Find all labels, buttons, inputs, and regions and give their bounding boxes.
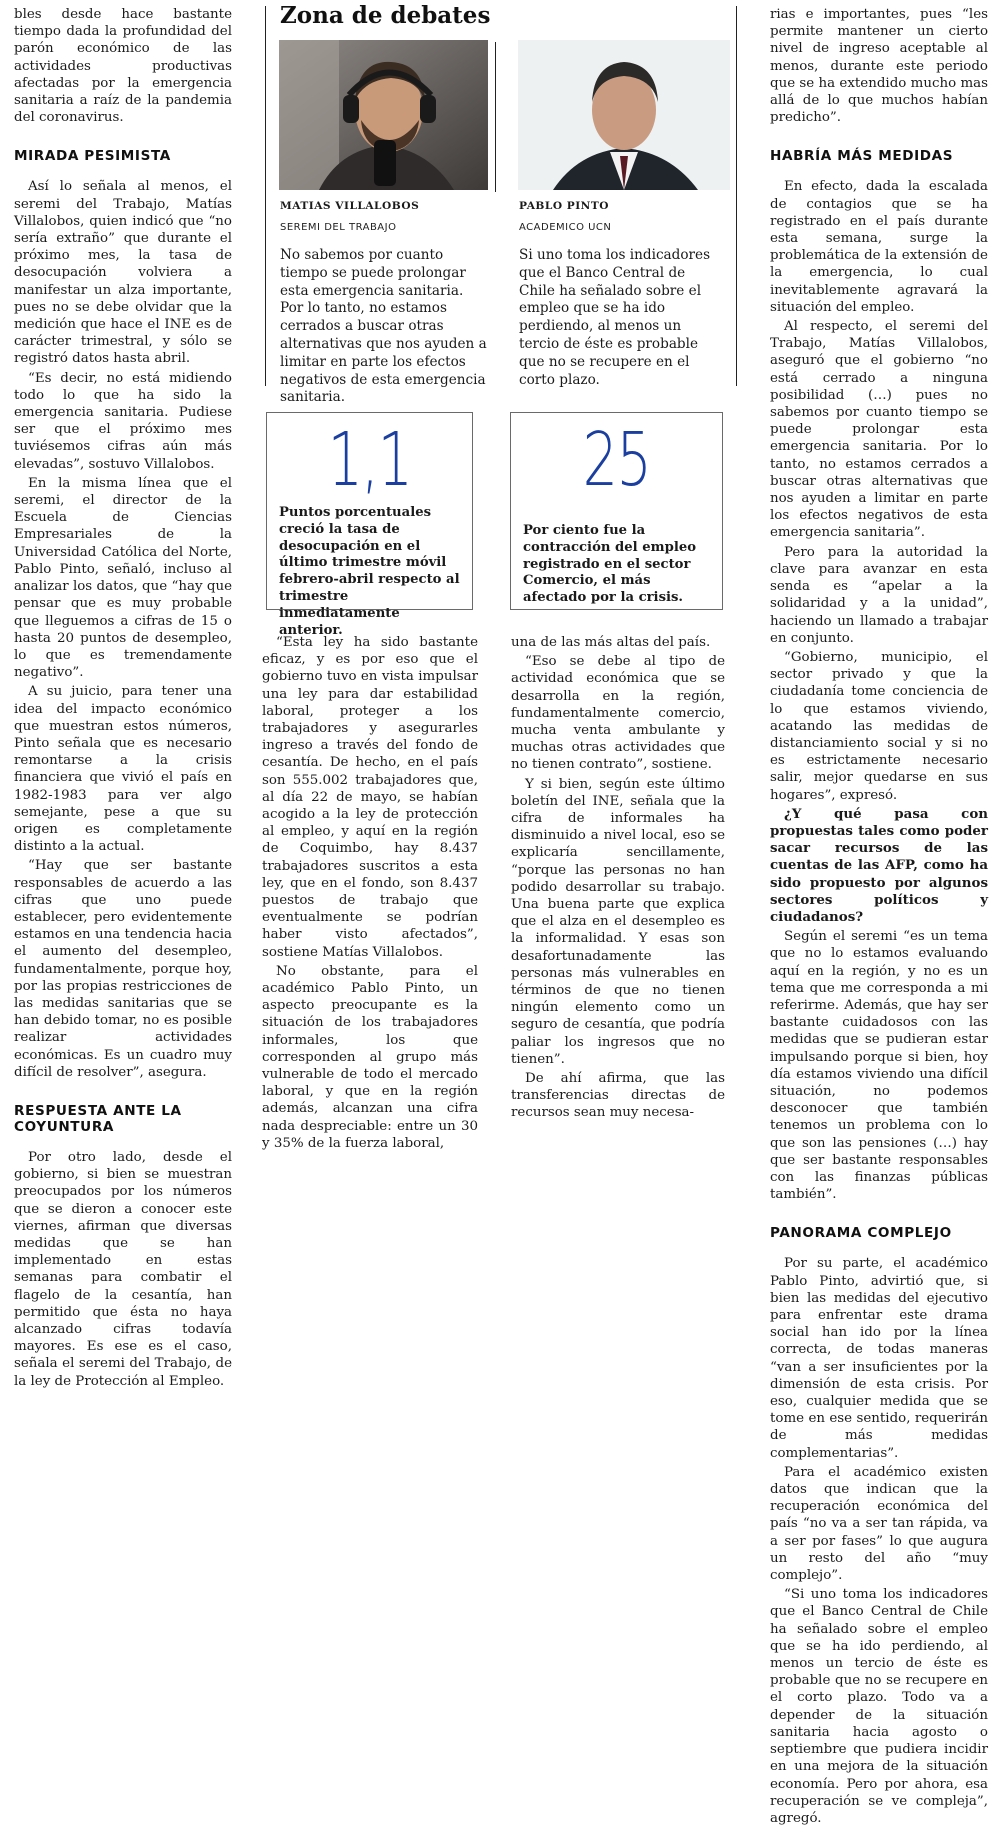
debate-title: Zona de debates xyxy=(280,2,491,29)
subheading-habria-mas-medidas: HABRÍA MÁS MEDIDAS xyxy=(770,148,954,165)
interviewee-name-left: MATIAS VILLALOBOS xyxy=(280,200,420,212)
paragraph: Según el seremi “es un tema que no lo estamos evaluando aquí en la región, y no es un tema que me corresponda a mi referirme. Además, que hay ser bastante cuidadosos con las medidas que se pudieran estar impulsando porque si bien, hoy día estamos viviendo una difícil situación, no podemos desconocer que también tenemos un problema con lo que son las pensiones (…) hay que ser bastante responsables con las finanzas públicas también”. xyxy=(770,929,988,1203)
paragraph: “Hay que ser bastante responsables de acuerdo a las cifras que uno puede establecer, pero evidentemente estamos en una tendencia hacia el aumento del desempleo, fundamentalmente, porque hoy, por las propias restricciones de las medidas sanitarias que se han debido tomar, no es posible realizar actividades económicas. Es un cuadro muy difícil de resolver”, asegura. xyxy=(14,858,232,1080)
stat-number: 1,1 xyxy=(327,417,412,503)
debate-middle-rule xyxy=(495,42,496,192)
subheading-respuesta-coyuntura: RESPUESTA ANTE LA COYUNTURA xyxy=(14,1102,182,1135)
paragraph: Pero para la autoridad la clave para avanzar en esta senda es “apelar a la solidaridad y a la unidad”, haciendo un llamado a trabajar en conjunto. xyxy=(770,544,988,646)
subheading-panorama-complejo: PANORAMA COMPLEJO xyxy=(770,1225,952,1242)
paragraph: “Es decir, no está midiendo todo lo que ha sido la emergencia sanitaria. Pudiese ser que el próximo mes tuviésemos cifras aún más elevadas”, sostuvo Villalobos. xyxy=(14,370,232,472)
stat-box-1 xyxy=(266,412,473,638)
paragraph: Así lo señala al menos, el seremi del Trabajo, Matías Villalobos, quien indicó que “no sería extraño” que durante el próximo mes, la tasa de desocupación volviera a manifestar un alza importante, pues no se debe olvidar que la medición que hace el INE es de carácter trimestral, y sólo se registró datos hasta abril. xyxy=(14,179,232,367)
paragraph: No obstante, para el académico Pablo Pinto, un aspecto preocupante es la situación de los trabajadores informales, los que corresponden al grupo más vulnerable de todo el mercado laboral, y que en la región además, alcanzan una cifra nada despreciable: entre un 30 y 35% de la fuerza laboral, xyxy=(262,963,478,1151)
paragraph: A su juicio, para tener una idea del impacto económico que muestran estos números, Pinto señala que es necesario remontarse a la crisis financiera que vivió el país en 1982-1983 para ver algo semejante, pese a que su origen es completamente distinto a la actual. xyxy=(14,684,232,855)
paragraph: En la misma línea que el seremi, el director de la Escuela de Ciencias Empresariales de la Universidad Católica del Norte, Pablo Pinto, señaló, incluso al analizar los datos, que “hay que pensar que es muy probable que lleguemos a cifras de 15 o hasta 20 puntos de desempleo, lo que es tremendamente negativo”. xyxy=(14,475,232,681)
portrait-image xyxy=(279,40,488,190)
photo-matias-villalobos xyxy=(279,40,488,190)
paragraph: Y si bien, según este último boletín del INE, señala que la cifra de informales ha disminuido a nivel local, eso se explicaría sencillamente, “porque las personas no han podido desarrollar su trabajo. Una buena parte que explica que el alza en el desempleo es la informalidad. Y esas son desafortunadamente las personas más vulnerables en términos de que no tienen ningún elemento como un seguro de cesantía, que podría paliar los ingresos que no tienen”. xyxy=(511,776,725,1067)
interview-question: ¿Y qué pasa con propuestas tales como poder sacar recursos de las cuentas de las AFP, como ha sido propuesto por algunos sectores políticos y ciudadanos? xyxy=(770,805,988,925)
stat-description: Puntos porcentuales creció la tasa de desocupación en el último trimestre móvil febrero-abril respecto al trimestre inmediatamente anterior. xyxy=(279,505,460,638)
column-1 xyxy=(14,6,232,1392)
paragraph: bles desde hace bastante tiempo dada la profundidad del parón económico de las actividades productivas afectadas por la emergencia sanitaria a raíz de la pandemia del coronavirus. xyxy=(14,7,232,126)
paragraph: Por su parte, el académico Pablo Pinto, advirtió que, si bien las medidas del ejecutivo para enfrentar este drama social han ido por la línea correcta, de todas maneras “van a ser insuficientes por la dimensión de esta crisis. Por eso, cualquier medida que se tome en ese sentido, requerirán de más medidas complementarias”. xyxy=(770,1256,988,1461)
paragraph: una de las más altas del país. xyxy=(511,635,711,650)
paragraph: Para el académico existen datos que indican que la recuperación económica del país “no va a ser tan rápida, va a ser por fases” lo que augura un resto del año “muy complejo”. xyxy=(770,1464,988,1584)
interviewee-role-left: SEREMI DEL TRABAJO xyxy=(280,222,397,233)
stat-description: Por ciento fue la contracción del empleo registrado en el sector Comercio, el más afectado por la crisis. xyxy=(523,523,697,606)
column-3 xyxy=(511,634,725,1124)
photo-pablo-pinto xyxy=(518,40,730,190)
stat-box-2 xyxy=(510,412,723,610)
column-2 xyxy=(262,634,478,1154)
paragraph: “Gobierno, municipio, el sector privado y que la ciudadanía tome conciencia de lo que estamos viviendo, acatando las medidas de distanciamiento social y si no es estrictamente necesario salir, mejor quedarse en sus hogares”, expresó. xyxy=(770,649,988,803)
paragraph: “Si uno toma los indicadores que el Banco Central de Chile ha señalado sobre el empleo que se ha ido perdiendo, al menos un tercio de éste es probable que no se recupere en el corto plazo. Todo va a depender de la situación sanitaria hacia agosto o septiembre que pudiera incidir en una mejora de la situación economía. Pero por ahora, esa recuperación se ve compleja”, agregó. xyxy=(770,1587,988,1826)
interviewee-role-right: ACADEMICO UCN xyxy=(519,222,612,233)
paragraph: “Eso se debe al tipo de actividad económica que se desarrolla en la región, fundamentalmente comercio, mucha venta ambulante y muchas otras actividades que no tienen contrato”, sostiene. xyxy=(511,654,725,773)
stat-number: 25 xyxy=(582,417,651,503)
debate-left-rule xyxy=(265,6,266,386)
paragraph: En efecto, dada la escalada de contagios que se ha registrado en el país durante esta semana, surge la problemática de la extensión de la emergencia, lo cual inevitablemente agravará la situación del empleo. xyxy=(770,179,988,315)
paragraph: “Esta ley ha sido bastante eficaz, y es por eso que el gobierno tuvo en vista impulsar una ley para dar estabilidad laboral, proteger a los trabajadores y asegurarles ingreso a través del fondo de cesantía. De hecho, en el país son 555.002 trabajadores que, al día 22 de mayo, se habían acogido a la ley de protección al empleo, y aquí en la región de Coquimbo, hay 8.437 trabajadores suscritos a esta ley, que en el fondo, son 8.437 puestos de trabajo que eventualmente se podrían haber visto afectados”, sostiene Matías Villalobos. xyxy=(262,635,478,960)
subheading-mirada-pesimista: MIRADA PESIMISTA xyxy=(14,148,171,165)
portrait-image xyxy=(518,40,730,190)
paragraph: rias e importantes, pues “les permite mantener un cierto nivel de ingreso aceptable al menos, durante este periodo que se ha extendido mucho mas allá de lo que muchos habían predicho”. xyxy=(770,7,988,126)
paragraph: De ahí afirma, que las transferencias directas de recursos sean muy necesa- xyxy=(511,1071,725,1121)
quote-left: No sabemos por cuanto tiempo se puede prolongar esta emergencia sanitaria. Por lo tanto, no estamos cerrados a buscar otras alternativas que nos ayuden a limitar en parte los efectos negativos de esta emergencia sanitaria. xyxy=(280,247,487,406)
interviewee-name-right: PABLO PINTO xyxy=(519,200,609,212)
column-4 xyxy=(770,6,988,1829)
paragraph: Al respecto, el seremi del Trabajo, Matías Villalobos, aseguró que el gobierno “no está cerrado a ninguna posibilidad (…) pues no sabemos por cuanto tiempo se puede prolongar esta emergencia sanitaria. Por lo tanto, no estamos cerrados a buscar otras alternativas que nos ayuden a limitar en parte los efectos negativos de esta emergencia sanitaria”. xyxy=(770,319,988,541)
debate-right-rule xyxy=(736,6,737,386)
paragraph: Por otro lado, desde el gobierno, si bien se muestran preocupados por los números que se dieron a conocer este viernes, afirman que diversas medidas que se han implementado en estas semanas para combatir el flagelo de la cesantía, han permitido que ésta no haya alcanzado cifras todavía mayores. Es ese es el caso, señala el seremi del Trabajo, de la ley de Protección al Empleo. xyxy=(14,1149,232,1389)
quote-right: Si uno toma los indicadores que el Banco Central de Chile ha señalado sobre el empleo que se ha ido perdiendo, al menos un tercio de éste es probable que no se recupere en el corto plazo. xyxy=(519,247,711,388)
